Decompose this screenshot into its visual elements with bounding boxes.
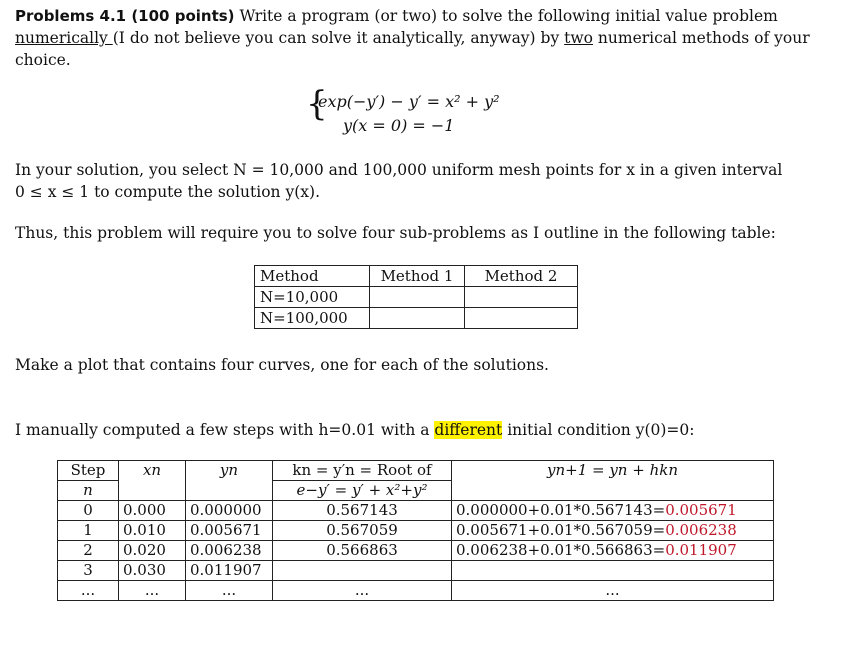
cell-ellipsis: ... — [186, 581, 273, 601]
cell-ellipsis: ... — [452, 581, 774, 601]
header-step: Step — [58, 461, 119, 481]
cell-next — [452, 561, 774, 581]
cell-y: 0.000000 — [186, 501, 273, 521]
brace-icon: { — [306, 84, 328, 124]
table-cell: N=100,000 — [255, 308, 370, 329]
cell-x: 0.020 — [119, 541, 186, 561]
table-row — [255, 308, 578, 329]
cell-k — [273, 561, 452, 581]
cell-y: 0.006238 — [186, 541, 273, 561]
cell-k: 0.567059 — [273, 521, 452, 541]
table-row — [58, 541, 774, 561]
cell-x: 0.030 — [119, 561, 186, 581]
table-cell — [370, 287, 465, 308]
cell-ellipsis: ... — [119, 581, 186, 601]
thus-text: Thus, this problem will require you to solve four sub-problems as I outline in the following table: — [15, 224, 776, 242]
table-cell: Method — [255, 266, 370, 287]
solution-line-1: In your solution, you select N = 10,000 and 100,000 uniform mesh points for x in a given interval — [15, 161, 783, 179]
table-row — [58, 501, 774, 521]
cell-k: 0.567143 — [273, 501, 452, 521]
table-row — [255, 266, 578, 287]
cell-x: 0.010 — [119, 521, 186, 541]
cell-n: 1 — [58, 521, 119, 541]
table-cell — [465, 308, 578, 329]
table-cell: Method 2 — [465, 266, 578, 287]
table-cell: N=10,000 — [255, 287, 370, 308]
method-table — [254, 265, 578, 329]
header-k: kn = y′n = Root of — [273, 461, 452, 481]
cell-n: 0 — [58, 501, 119, 521]
cell-next: 0.000000+0.01*0.567143=0.005671 — [452, 501, 774, 521]
problem-title: Problems 4.1 (100 points) — [15, 7, 235, 25]
solution-line-2: 0 ≤ x ≤ 1 to compute the solution y(x). — [15, 183, 320, 201]
cell-k: 0.566863 — [273, 541, 452, 561]
steps-table — [57, 460, 774, 601]
equation-line-2: y(x = 0) = −1 — [343, 116, 455, 135]
cell-ellipsis: ... — [58, 581, 119, 601]
problem-line-1: Problems 4.1 (100 points) Write a program (or two) to solve the following initial value problem — [15, 7, 778, 25]
header-n: n — [58, 481, 119, 501]
table-cell — [465, 287, 578, 308]
equation-line-1: exp(−y′) − y′ = x² + y² — [318, 92, 500, 111]
plot-text: Make a plot that contains four curves, one for each of the solutions. — [15, 356, 549, 374]
cell-next: 0.005671+0.01*0.567059=0.006238 — [452, 521, 774, 541]
table-row — [255, 287, 578, 308]
cell-y: 0.005671 — [186, 521, 273, 541]
header-next: yn+1 = yn + hkn — [452, 461, 774, 501]
table-row-ellipsis — [58, 581, 774, 601]
manual-text: I manually computed a few steps with h=0.01 with a different initial condition y(0)=0: — [15, 421, 695, 439]
problem-line-3: choice. — [15, 51, 71, 69]
header-x: xn — [119, 461, 186, 501]
table-header-row — [58, 461, 774, 481]
table-row — [58, 521, 774, 541]
highlighted-word: different — [434, 421, 503, 439]
table-cell — [370, 308, 465, 329]
problem-line-2: numerically (I do not believe you can solve it analytically, anyway) by two numerical methods of your — [15, 29, 810, 47]
cell-n: 2 — [58, 541, 119, 561]
cell-n: 3 — [58, 561, 119, 581]
cell-ellipsis: ... — [273, 581, 452, 601]
cell-x: 0.000 — [119, 501, 186, 521]
cell-y: 0.011907 — [186, 561, 273, 581]
table-cell: Method 1 — [370, 266, 465, 287]
table-row — [58, 561, 774, 581]
cell-next: 0.006238+0.01*0.566863=0.011907 — [452, 541, 774, 561]
header-k-eq: e−y′ = y′ + x²+y² — [273, 481, 452, 501]
header-y: yn — [186, 461, 273, 501]
